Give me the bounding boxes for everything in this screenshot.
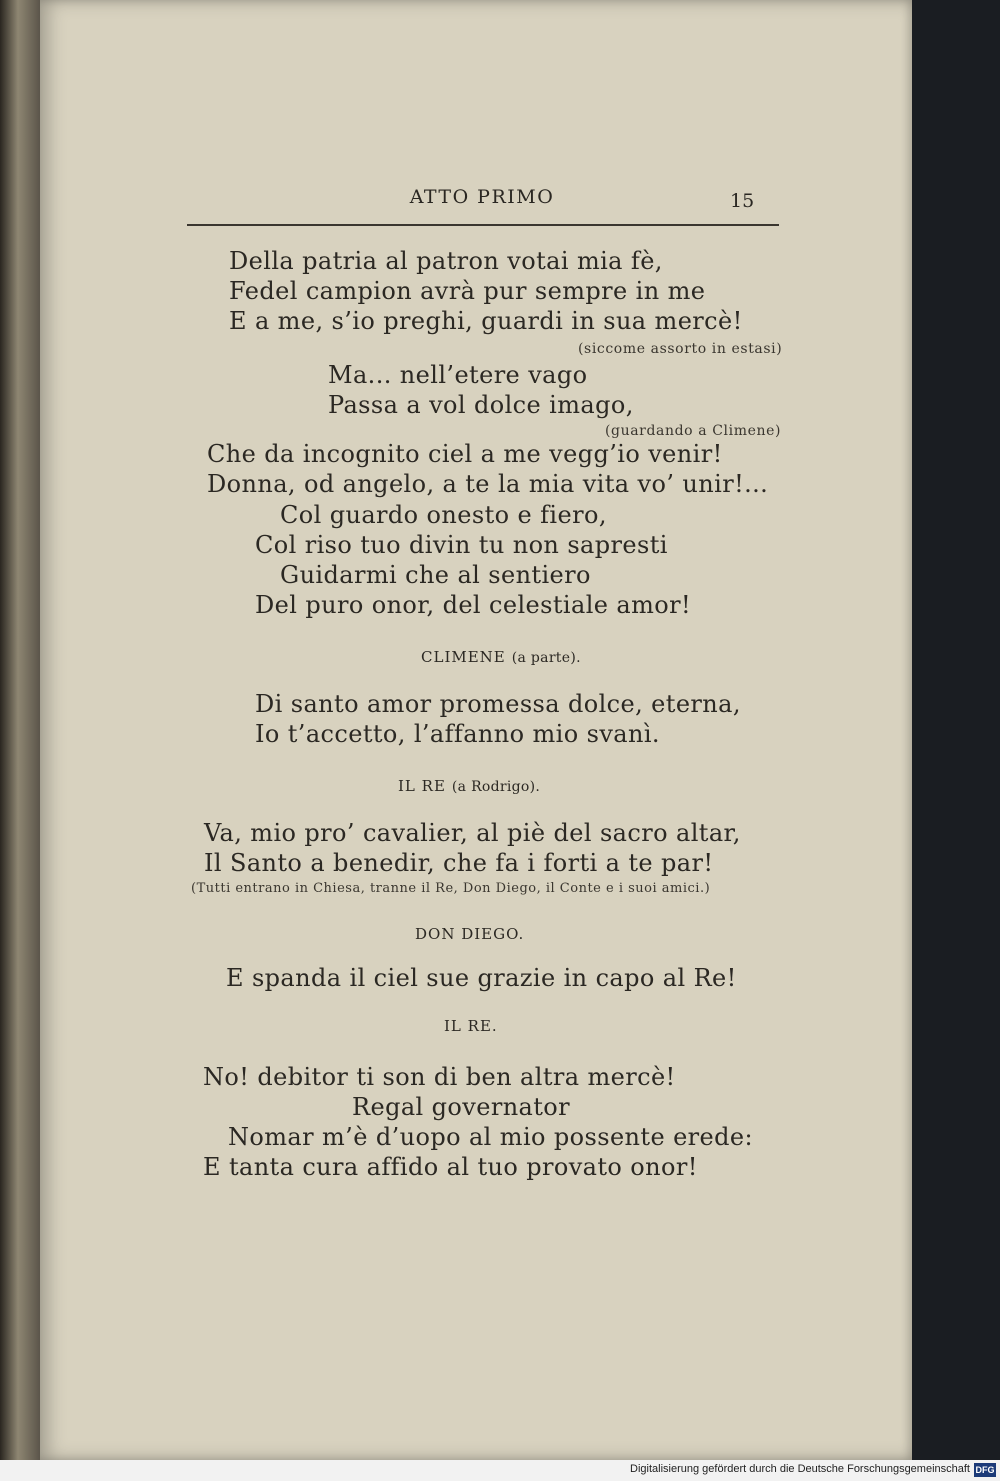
- verse-line: Donna, od angelo, a te la mia vita vo’ unir!...: [207, 470, 769, 498]
- header-rule: [187, 224, 779, 226]
- verse-line: Fedel campion avrà pur sempre in me: [229, 277, 706, 305]
- speaker-note: (a parte).: [511, 650, 581, 666]
- funding-credit: Digitalisierung gefördert durch die Deutsche Forschungsgemeinschaft: [630, 1463, 970, 1475]
- dfg-logo: DFG: [975, 1465, 995, 1475]
- speaker-name: CLIMENE: [421, 648, 506, 666]
- verse-line: E a me, s’io preghi, guardi in sua mercè!: [229, 307, 743, 335]
- verse-line: Nomar m’è d’uopo al mio possente erede:: [228, 1123, 754, 1151]
- running-header-title: ATTO PRIMO: [409, 186, 555, 208]
- footer-bar: [0, 1460, 1000, 1481]
- speaker-name: IL RE: [398, 777, 446, 795]
- verse-line: Col riso tuo divin tu non sapresti: [255, 531, 668, 559]
- verse-line: E tanta cura affido al tuo provato onor!: [203, 1153, 698, 1181]
- speaker-heading: IL RE.: [444, 1017, 498, 1035]
- stage-direction: (guardando a Climene): [605, 423, 782, 439]
- verse-line: Io t’accetto, l’affanno mio svanì.: [255, 720, 660, 748]
- speaker-heading: DON DIEGO.: [415, 925, 525, 943]
- page-number: 15: [730, 190, 755, 212]
- speaker-heading: [421, 648, 581, 666]
- speaker-note: (a Rodrigo).: [451, 779, 541, 795]
- verse-line: Va, mio pro’ cavalier, al piè del sacro altar,: [204, 819, 741, 847]
- book-cover-edge: [912, 0, 1000, 1460]
- verse-line: Passa a vol dolce imago,: [328, 391, 634, 419]
- verse-line: No! debitor ti son di ben altra mercè!: [203, 1063, 676, 1091]
- adjacent-page-edge: [0, 0, 40, 1481]
- verse-line: E spanda il ciel sue grazie in capo al Re!: [226, 964, 737, 992]
- verse-line: Guidarmi che al sentiero: [280, 561, 591, 589]
- speaker-heading: [398, 777, 540, 795]
- stage-direction: (siccome assorto in estasi): [578, 341, 783, 357]
- verse-line: Del puro onor, del celestiale amor!: [255, 591, 692, 619]
- verse-line: Della patria al patron votai mia fè,: [229, 247, 663, 275]
- stage-direction: (Tutti entrano in Chiesa, tranne il Re, Don Diego, il Conte e i suoi amici.): [191, 881, 711, 896]
- verse-line: Il Santo a benedir, che fa i forti a te par!: [204, 849, 714, 877]
- verse-line: Che da incognito ciel a me vegg’io venir!: [207, 440, 723, 468]
- verse-line: Col guardo onesto e fiero,: [280, 501, 607, 529]
- verse-line: Di santo amor promessa dolce, eterna,: [255, 690, 741, 718]
- verse-line: Regal governator: [352, 1093, 571, 1121]
- verse-line: Ma... nell’etere vago: [328, 361, 588, 389]
